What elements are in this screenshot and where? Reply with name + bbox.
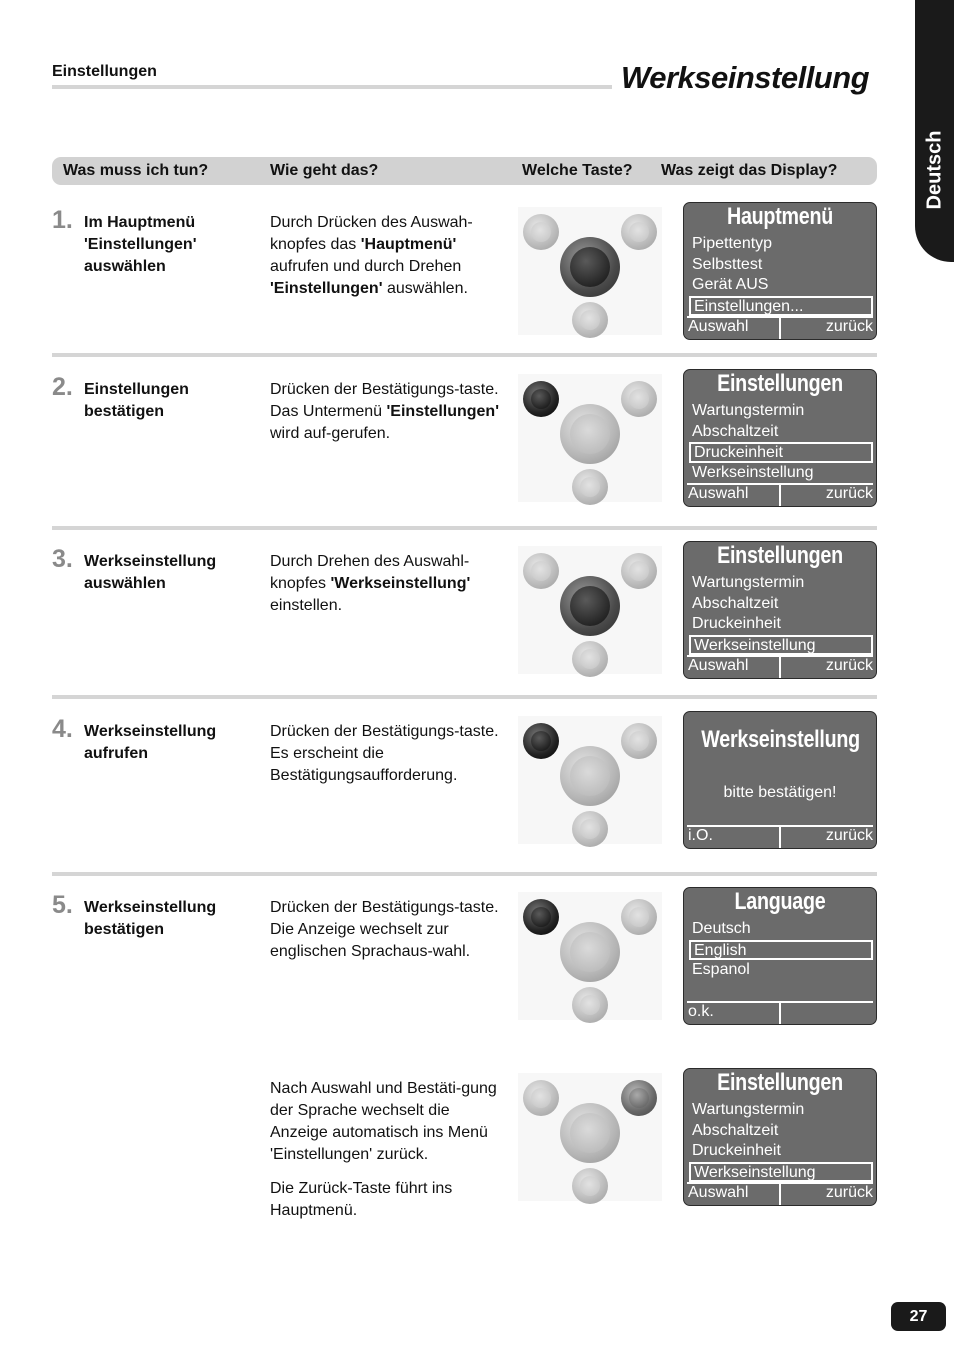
confirm-button[interactable] xyxy=(523,381,559,417)
description-text: einstellen. xyxy=(270,597,343,614)
back-button[interactable] xyxy=(621,381,657,417)
bottom-button[interactable] xyxy=(572,302,608,338)
back-button[interactable] xyxy=(621,1080,657,1116)
display-screen xyxy=(683,711,877,849)
keypad xyxy=(518,207,662,335)
softkey-right-label: zurück xyxy=(825,318,873,335)
display-message: bitte bestätigen! xyxy=(723,784,837,801)
column-key: Welche Taste? xyxy=(522,162,633,179)
display-menu-item: Druckeinheit xyxy=(692,615,781,632)
display-menu xyxy=(689,1100,873,1182)
bottom-button[interactable] xyxy=(572,641,608,677)
description-text: Drücken der Bestätigungs-taste. Das Untermenü xyxy=(270,381,499,420)
display-title: Hauptmenü xyxy=(726,203,834,230)
display-menu-item: Abschaltzeit xyxy=(692,422,779,440)
step-description xyxy=(270,551,506,617)
step-description xyxy=(270,379,506,445)
step-number: 1. xyxy=(52,206,73,234)
display-title: Einstellungen xyxy=(717,1069,843,1096)
section-label: Einstellungen xyxy=(52,63,157,80)
display-menu-item: Wartungstermin xyxy=(692,402,805,419)
display-menu xyxy=(689,234,873,316)
step-description xyxy=(270,212,506,300)
step-description xyxy=(270,721,506,787)
confirm-button[interactable] xyxy=(523,214,559,250)
highlighted-term: 'Hauptmenü' xyxy=(360,236,457,253)
softkey-left-label: i.O. xyxy=(688,827,713,844)
softkey-separator xyxy=(779,825,781,849)
display-menu-item: Druckeinheit xyxy=(692,1142,781,1159)
page-title: Werkseinstellung xyxy=(621,60,870,95)
display-title: Einstellungen xyxy=(717,370,843,397)
softkey-right-label: zurück xyxy=(825,485,873,502)
step-instruction: Im Hauptmenü 'Einstellungen' auswählen xyxy=(84,214,197,275)
display-menu-item: Gerät AUS xyxy=(692,276,769,293)
keypad xyxy=(518,892,662,1020)
section-rule xyxy=(52,85,612,89)
display-title: Language xyxy=(734,888,826,915)
display-menu-item-selected: Einstellungen... xyxy=(689,296,873,317)
display-menu-item: Espanol xyxy=(692,961,750,978)
selection-knob[interactable] xyxy=(560,404,620,464)
step-instruction: Werkseinstellung auswählen xyxy=(84,553,217,592)
display-screen xyxy=(683,202,877,340)
column-display: Was zeigt das Display? xyxy=(661,162,838,179)
step-description xyxy=(270,1078,506,1222)
display-screen xyxy=(683,1068,877,1206)
display-menu-item: Abschaltzeit xyxy=(692,1121,779,1139)
display-menu-item: Pipettentyp xyxy=(692,235,773,252)
selection-knob[interactable] xyxy=(560,1103,620,1163)
keypad xyxy=(518,546,662,674)
display-menu-item: Abschaltzeit xyxy=(692,594,779,612)
softkey-separator xyxy=(779,316,781,340)
display-screen xyxy=(683,369,877,507)
step-description xyxy=(270,897,506,963)
softkey-left-label: Auswahl xyxy=(688,485,749,502)
keypad xyxy=(518,374,662,502)
softkey-right-label: zurück xyxy=(825,657,873,674)
confirm-button[interactable] xyxy=(523,899,559,935)
step-instruction: Einstellungen bestätigen xyxy=(84,381,189,420)
description-text: aufrufen und durch Drehen xyxy=(270,258,462,275)
row-divider xyxy=(52,526,877,530)
highlighted-term: 'Einstellungen' xyxy=(386,403,500,420)
back-button[interactable] xyxy=(621,214,657,250)
softkey-left-label: Auswahl xyxy=(688,1184,749,1201)
row-divider xyxy=(52,695,877,699)
softkey-right-label: zurück xyxy=(825,1184,873,1201)
description-text: Durch Drücken des Auswah-knopfes das xyxy=(270,214,473,253)
bottom-button[interactable] xyxy=(572,811,608,847)
column-how: Wie geht das? xyxy=(270,162,379,179)
display-menu-item: Wartungstermin xyxy=(692,1101,805,1118)
description-text: Drücken der Bestätigungs-taste. Es erscheint die Bestätigungsaufforderung. xyxy=(270,723,499,784)
description-text: Drücken der Bestätigungs-taste. Die Anzeige wechselt zur englischen Sprachaus-wahl. xyxy=(270,899,499,960)
display-menu-item: Deutsch xyxy=(692,920,751,937)
softkey-left-label: o.k. xyxy=(688,1003,714,1020)
bottom-button[interactable] xyxy=(572,469,608,505)
keypad xyxy=(518,716,662,844)
softkey-left-label: Auswahl xyxy=(688,318,749,335)
column-header-bar xyxy=(52,157,877,185)
display-title: Einstellungen xyxy=(717,542,843,569)
display-menu-item-selected: English xyxy=(689,940,873,961)
page-number: 27 xyxy=(891,1302,946,1331)
step-number: 4. xyxy=(52,715,73,743)
softkey-left-label: Auswahl xyxy=(688,657,749,674)
softkey-separator xyxy=(779,483,781,507)
display-screen xyxy=(683,541,877,679)
display-menu-item: Werkseinstellung xyxy=(692,463,814,481)
display-title: Werkseinstellung xyxy=(701,726,860,753)
softkey-right-label: zurück xyxy=(825,827,873,844)
display-menu-item-selected: Druckeinheit xyxy=(689,442,873,463)
step-instruction: Werkseinstellung aufrufen xyxy=(84,723,217,762)
column-what: Was muss ich tun? xyxy=(63,162,209,179)
display-menu-item-selected: Werkseinstellung xyxy=(689,1162,873,1183)
display-menu xyxy=(689,919,873,981)
display-screen xyxy=(683,887,877,1025)
back-button[interactable] xyxy=(621,723,657,759)
step-number: 3. xyxy=(52,545,73,573)
description-text: auswählen. xyxy=(382,280,468,297)
highlighted-term: 'Einstellungen' xyxy=(270,280,383,297)
description-text: Durch Drehen des Auswahl-knopfes xyxy=(270,553,470,592)
display-menu xyxy=(689,573,873,655)
back-button[interactable] xyxy=(621,899,657,935)
step-instruction: Werkseinstellung bestätigen xyxy=(84,899,217,938)
keypad xyxy=(518,1073,662,1201)
display-menu-item-selected: Werkseinstellung xyxy=(689,635,873,656)
bottom-button[interactable] xyxy=(572,987,608,1023)
confirm-button[interactable] xyxy=(523,1080,559,1116)
description-paragraph: Die Zurück-Taste führt ins Hauptmenü. xyxy=(270,1180,453,1219)
confirm-button[interactable] xyxy=(523,553,559,589)
display-menu-item: Wartungstermin xyxy=(692,574,805,591)
display-menu xyxy=(689,401,873,483)
highlighted-term: 'Werkseinstellung' xyxy=(330,575,471,592)
row-divider xyxy=(52,353,877,357)
bottom-button[interactable] xyxy=(572,1168,608,1204)
softkey-separator xyxy=(779,1182,781,1206)
row-divider xyxy=(52,872,877,876)
selection-knob[interactable] xyxy=(560,922,620,982)
description-paragraph: Nach Auswahl und Bestäti-gung der Sprache wechselt die Anzeige automatisch ins Menü 'Einstellungen' zurück. xyxy=(270,1080,497,1163)
softkey-separator xyxy=(779,1001,781,1025)
language-tab-label: Deutsch xyxy=(923,130,946,210)
selection-knob[interactable] xyxy=(560,746,620,806)
softkey-separator xyxy=(779,655,781,679)
display-menu-item: Selbsttest xyxy=(692,255,763,273)
selection-knob[interactable] xyxy=(560,237,620,297)
step-number: 5. xyxy=(52,891,73,919)
description-text: wird auf-gerufen. xyxy=(270,425,391,442)
selection-knob[interactable] xyxy=(560,576,620,636)
confirm-button[interactable] xyxy=(523,723,559,759)
back-button[interactable] xyxy=(621,553,657,589)
step-number: 2. xyxy=(52,373,73,401)
